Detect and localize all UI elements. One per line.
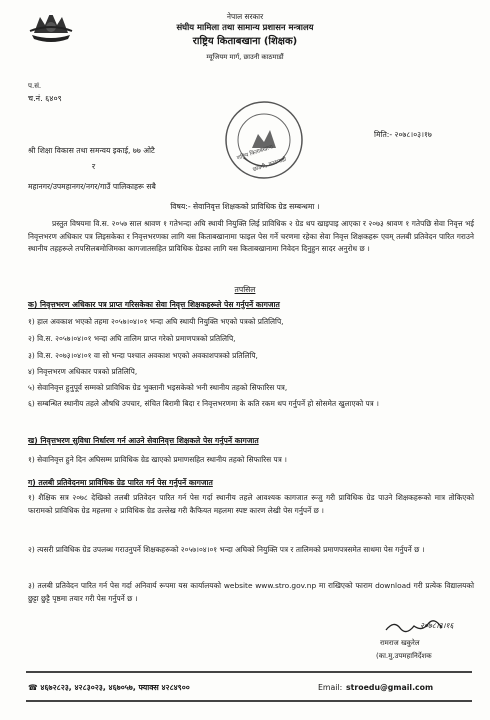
section-ga-item-1: १) शैक्षिक सत्र २०७८ देखिको तलबी प्रतिवेदन पारित गर्न पेस गर्दा स्थानीय तहले आवश्यक कागजात रूजु गरी प्राविधिक ग्रेड पाउने शिक्षकहरूको मात्र तोकिएको फारामको प्राविधिक ग्रेड महलमा २ प्राविधिक ग्रेड उल्लेख गरी कैफियत महलमा स्पष्ट कारण लेखी पेस गर्नुपर्ने छ । bbox=[28, 493, 474, 515]
tapasil-heading: तपसिल bbox=[234, 285, 256, 294]
footer-email-label: Email: bbox=[318, 683, 343, 692]
stamp-text-top: राष्ट्रिय किताबखाना bbox=[236, 144, 274, 162]
office-name: राष्ट्रिय किताबखाना (शिक्षक) bbox=[192, 36, 298, 47]
recipient-line-3: महानगर/उपमहानगर/नगर/गाउँ पालिकाहरू सबै bbox=[28, 182, 156, 191]
gov-name: नेपाल सरकार bbox=[226, 12, 264, 21]
section-ka-item-2: २) वि.स. २०५७।०४।०१ भन्दा अघि तालिम प्राप्त गरेको प्रमाणपत्रको प्रतिलिपि, bbox=[28, 334, 236, 343]
footer-divider-bottom bbox=[26, 700, 472, 702]
signatory-title: (का.मु.उपमहानिर्देशक bbox=[376, 652, 432, 660]
office-address: म्यूजियम मार्ग, छाउनी काठमाडौं bbox=[206, 53, 284, 61]
recipient-line-1: श्री शिक्षा विकास तथा समन्वय इकाई, ७७ ओटै bbox=[28, 146, 155, 155]
section-ka-item-6: ६) सम्बन्धित स्थानीय तहले औषधि उपचार, संचित बिरामी बिदा र निवृत्तभरणमा के कति रकम थप गर्नुपर्ने हो सोसमेत खुलाएको पत्र । bbox=[28, 399, 379, 408]
section-ka-item-5: ५) सेवानिवृत्त हुनुपूर्व सम्मको प्राविधिक ग्रेड भुक्तानी भइसकेको भनी स्थानीय तहको सिफारिस पत्र, bbox=[28, 383, 288, 392]
subject-line: विषय:- सेवानिवृत्त शिक्षकको प्राविधिक ग्रेड सम्बन्धमा । bbox=[170, 202, 320, 211]
section-ga-heading: ग) तलबी प्रतिवेदनमा प्राविधिक ग्रेड पारित गर्न पेस गर्नुपर्ने कागजात bbox=[28, 478, 213, 487]
handwritten-date: २०७८।३।१६ bbox=[420, 621, 454, 630]
stamp-text-bottom: छाउनी, काठमाडौं bbox=[252, 156, 288, 174]
ref-label: प.सं. bbox=[28, 82, 42, 90]
footer-email: stroedu@gmail.com bbox=[346, 683, 434, 692]
section-kha-item-1: १) सेवानिवृत्त हुने दिन अघिसम्म प्राविधिक ग्रेड खाएको प्रमाणसहित स्थानीय तहको सिफारिस पत्र । bbox=[28, 455, 287, 464]
footer-phones: ☎ ४६७२८२३, ४२८३०२३, ४६७०५७, फ्याक्स ४२८४९०० bbox=[28, 683, 190, 692]
footer-divider bbox=[26, 671, 472, 673]
dispatch-number: च.नं. ६४०९ bbox=[28, 94, 62, 103]
section-ka-item-1: १) हाल अवकाश भएको तहमा २०५७।०४।०१ भन्दा अघि स्थायी नियुक्ति भएको पत्रको प्रतिलिपि, bbox=[28, 317, 284, 326]
section-ga-item-2: २) त्यसरी प्राविधिक ग्रेड उपलब्ध गराउनुपर्ने शिक्षकहरूको २०५७।०४।०१ भन्दा अघिको नियुक्ति पत्र र तालिमको प्रमाणपत्रसमेत साथमा पेस गर्नुपर्ने छ । bbox=[28, 545, 425, 554]
signatory-name: रामराज खकुरेल bbox=[380, 639, 420, 647]
ministry-name: संघीय मामिला तथा सामान्य प्रशासन मन्त्रालय bbox=[176, 22, 314, 32]
section-ka-heading: क) निवृत्तभरण अधिकार पत्र प्राप्त गरिसकेका सेवा निवृत्त शिक्षकहरूले पेस गर्नुपर्ने कागजात bbox=[28, 300, 280, 309]
section-ga-item-3: ३) तलबी प्रतिवेदन पारित गर्न पेस गर्दा अनिवार्य रूपमा यस कार्यालयको website www.stro.gov.np मा राखिएको फाराम download गरी प्रत्येक विद्यालयको छुट्टा छुट्टै पृष्ठमा तयार गरी पेस गर्नुपर्ने छ । bbox=[28, 581, 474, 603]
intro-paragraph: प्रस्तुत विषयमा वि.स. २०५७ साल श्रावण १ गतेभन्दा अघि स्थायी नियुक्ति लिई प्राविधिक २ ग्रेड थप खाइपाइ आएका र २०७३ श्रावण १ गतेपछि सेवा निवृत्त भई निवृत्तभरण अधिकार पत्र लिइसकेका र निवृत्तभरणका लागि यस किताबखानामा फाइल पेस गर्ने चरणमा रहेका सेवा निवृत्त शिक्षकहरू एवम् तलबी प्रतिवेदन पारित गराउने स्थानीय तहहरूले तपसिलबमोजिमका कागजातसहित प्राविधिक ग्रेडका लागि यस किताबखानामा निवेदन दिनुहुन सादर अनुरोध छ । bbox=[28, 219, 474, 254]
recipient-line-2: र bbox=[92, 162, 96, 171]
section-kha-heading: ख) निवृत्तभरण सुविधा निर्धारण गर्न आउने सेवानिवृत्त शिक्षकले पेस गर्नुपर्ने कागजात bbox=[28, 436, 259, 445]
letter-date: मिति:- २०७८।०३।१७ bbox=[374, 130, 432, 139]
section-ka-item-4: ४) निवृत्तभरण अधिकार पत्रको प्रतिलिपि, bbox=[28, 367, 138, 376]
section-ka-item-3: ३) वि.स. २०७३।०४।०१ वा सो भन्दा पश्चात अवकाश भएको अवकाशपत्रको प्रतिलिपि, bbox=[28, 351, 258, 360]
